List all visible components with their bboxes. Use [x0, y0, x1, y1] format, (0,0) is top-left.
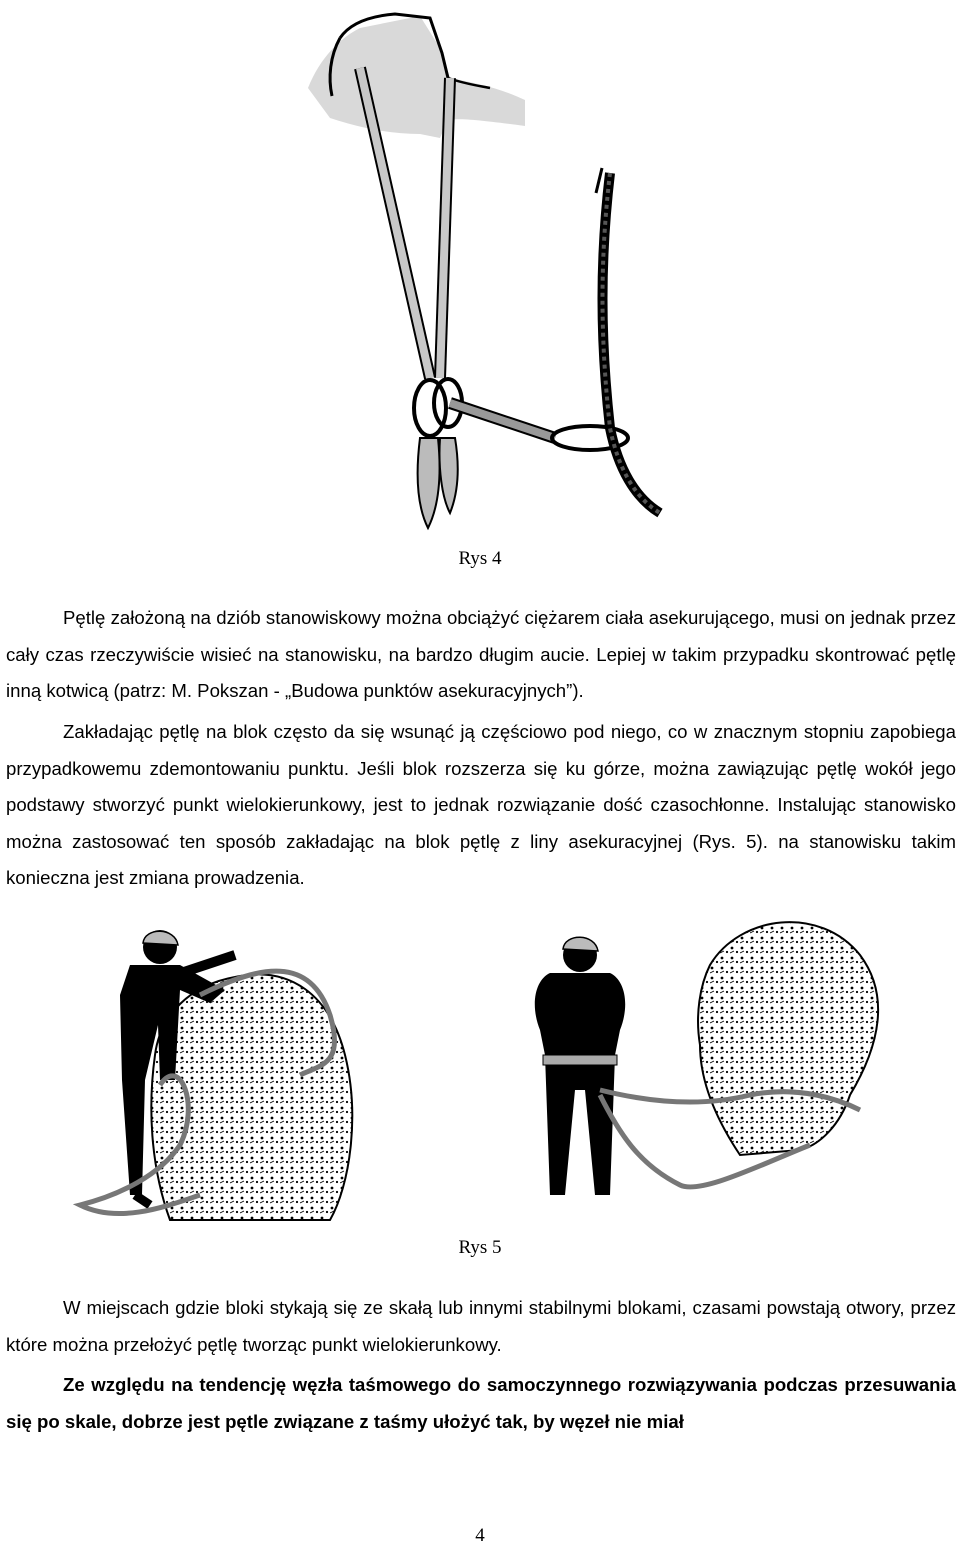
figure-caption: Rys 5 [458, 1237, 502, 1258]
sling-on-rock-horn-illustration [300, 8, 680, 543]
paragraph: Pętlę założoną na dziób stanowiskowy można obciążyć ciężarem ciała asekurującego, musi on jednak przez cały czas rzeczywiście wisieć na stanowisku, na bardzo długim aucie. Lepiej w takim przypadku skontrować pętlę inną kotwicą (patrz: M. Pokszan - „Budowa punktów asekuracyjnych”). [6, 607, 956, 701]
paragraph: W miejscach gdzie bloki stykają się ze skałą lub innymi stabilnymi blokami, czasami powstają otwory, przez które można przełożyć pętlę tworząc punkt wielokierunkowy. [6, 1297, 956, 1355]
rope-loop-around-block-illustration [60, 905, 900, 1230]
page-number: 4 [475, 1525, 485, 1546]
figure-caption: Rys 4 [458, 548, 502, 569]
paragraph-bold: Ze względu na tendencję węzła taśmowego do samoczynnego rozwiązywania podczas przesuwania się po skale, dobrze jest pętle związane z taśmy ułożyć tak, by węzeł nie miał [6, 1374, 956, 1432]
paragraph: Zakładając pętlę na blok często da się wsunąć ją częściowo pod niego, co w znacznym stopniu zapobiega przypadkowemu zdemontowaniu punktu. Jeśli blok rozszerza się ku górze, można zawiązując pętlę wokół jego podstawy stworzyć punkt wielokierunkowy, jest to jednak rozwiązanie dość czasochłonne. Instalując stanowisko można zastosować ten sposób zakładając na blok pętlę z liny asekuracyjnej (Rys. 5). na stanowisku takim konieczna jest zmiana prowadzenia. [6, 721, 956, 888]
